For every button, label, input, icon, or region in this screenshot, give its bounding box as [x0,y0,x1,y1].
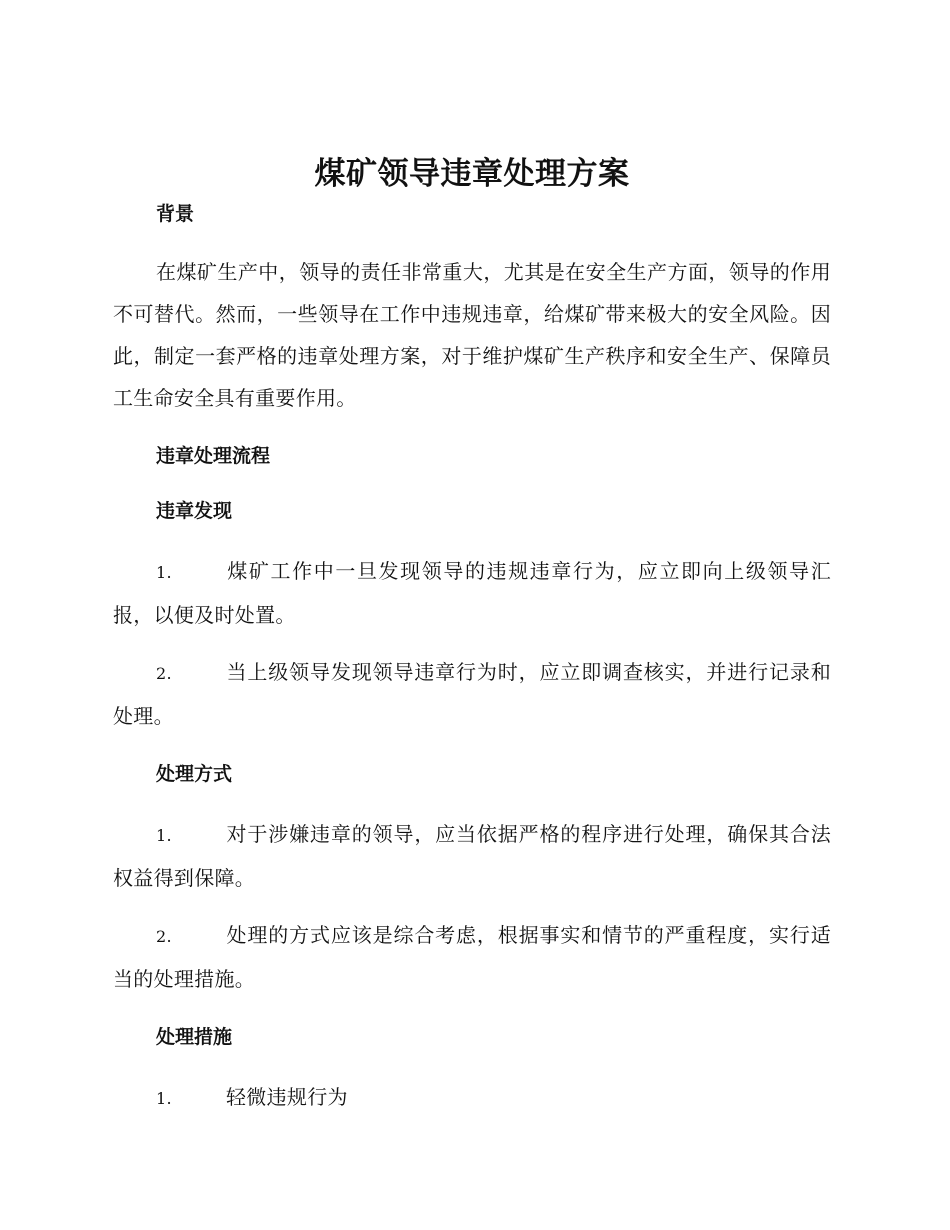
list-item-number: 1. [156,563,172,582]
list-item [113,1076,831,1120]
list-item-number: 1. [156,826,172,845]
document-page [113,148,831,1120]
list-item-text: 处理的方式应该是综合考虑，根据事实和情节的严重程度，实行适当的处理措施。 [113,923,831,991]
list-item-number: 1. [156,1089,172,1108]
list-item [113,550,831,636]
list-item-text: 煤矿工作中一旦发现领导的违规违章行为，应立即向上级领导汇报，以便及时处置。 [113,559,831,627]
list-item-text: 轻微违规行为 [226,1085,348,1109]
heading-background: 背景 [156,203,195,225]
paragraph-background: 在煤矿生产中，领导的责任非常重大，尤其是在安全生产方面，领导的作用不可替代。然而，一些领导在工作中违规违章，给煤矿带来极大的安全风险。因此，制定一套严格的违章处理方案，对于维护煤矿生产秩序和安全生产、保障员工生命安全具有重要作用。 [113,260,831,410]
list-item [113,813,831,899]
document-title: 煤矿领导违章处理方案 [314,156,630,192]
list-item-text: 当上级领导发现领导违章行为时，应立即调查核实，并进行记录和处理。 [113,660,831,728]
list-item [113,914,831,1000]
heading-measures: 处理措施 [156,1026,233,1048]
list-item-number: 2. [156,927,172,946]
heading-discovery: 违章发现 [156,500,233,522]
heading-process: 违章处理流程 [156,445,271,467]
heading-method: 处理方式 [156,763,233,785]
list-item-number: 2. [156,664,172,683]
list-item [113,651,831,737]
list-item-text: 对于涉嫌违章的领导，应当依据严格的程序进行处理，确保其合法权益得到保障。 [113,822,831,890]
